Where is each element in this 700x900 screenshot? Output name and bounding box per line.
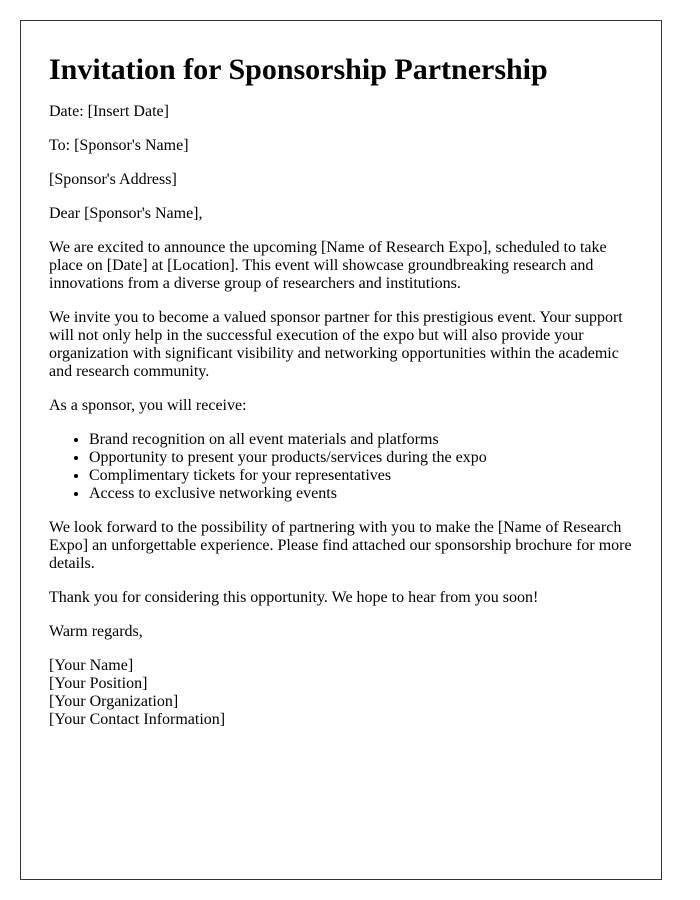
- benefits-list: [49, 431, 633, 503]
- salutation: Dear [Sponsor's Name],: [49, 205, 203, 222]
- benefits-intro: As a sponsor, you will receive:: [49, 397, 247, 414]
- sign-off: Warm regards,: [49, 623, 143, 640]
- invitation-paragraph: We invite you to become a valued sponsor partner for this prestigious event. Your support will not only help in the successful execution of the expo but will also provide your organization with significant visibility and networking opportunities within the academic and research community.: [49, 309, 623, 380]
- intro-paragraph: We are excited to announce the upcoming [Name of Research Expo], scheduled to take place on [Date] at [Location]. This event will showcase groundbreaking research and innovations from a diverse group of researchers and institutions.: [49, 239, 607, 292]
- letter-content: [21, 51, 661, 729]
- benefit-item: • Access to exclusive networking events: [89, 485, 633, 503]
- closing-paragraph: We look forward to the possibility of partnering with you to make the [Name of Research Expo] an unforgettable experience. Please find attached our sponsorship brochure for more details.: [49, 519, 632, 572]
- signature-name: [Your Name]: [49, 657, 134, 674]
- signature-organization: [Your Organization]: [49, 693, 179, 710]
- signature-contact: [Your Contact Information]: [49, 711, 226, 728]
- benefit-item: • Brand recognition on all event materials and platforms: [89, 431, 633, 449]
- letter-page: [20, 20, 662, 880]
- recipient-line: To: [Sponsor's Name]: [49, 137, 189, 154]
- signature-block: [49, 657, 633, 729]
- recipient-address: [Sponsor's Address]: [49, 171, 177, 188]
- letter-title: Invitation for Sponsorship Partnership: [49, 53, 548, 86]
- date-line: Date: [Insert Date]: [49, 103, 169, 120]
- signature-position: [Your Position]: [49, 675, 148, 692]
- benefit-item: • Opportunity to present your products/services during the expo: [89, 449, 633, 467]
- thanks-paragraph: Thank you for considering this opportunity. We hope to hear from you soon!: [49, 589, 539, 606]
- benefit-item: • Complimentary tickets for your representatives: [89, 467, 633, 485]
